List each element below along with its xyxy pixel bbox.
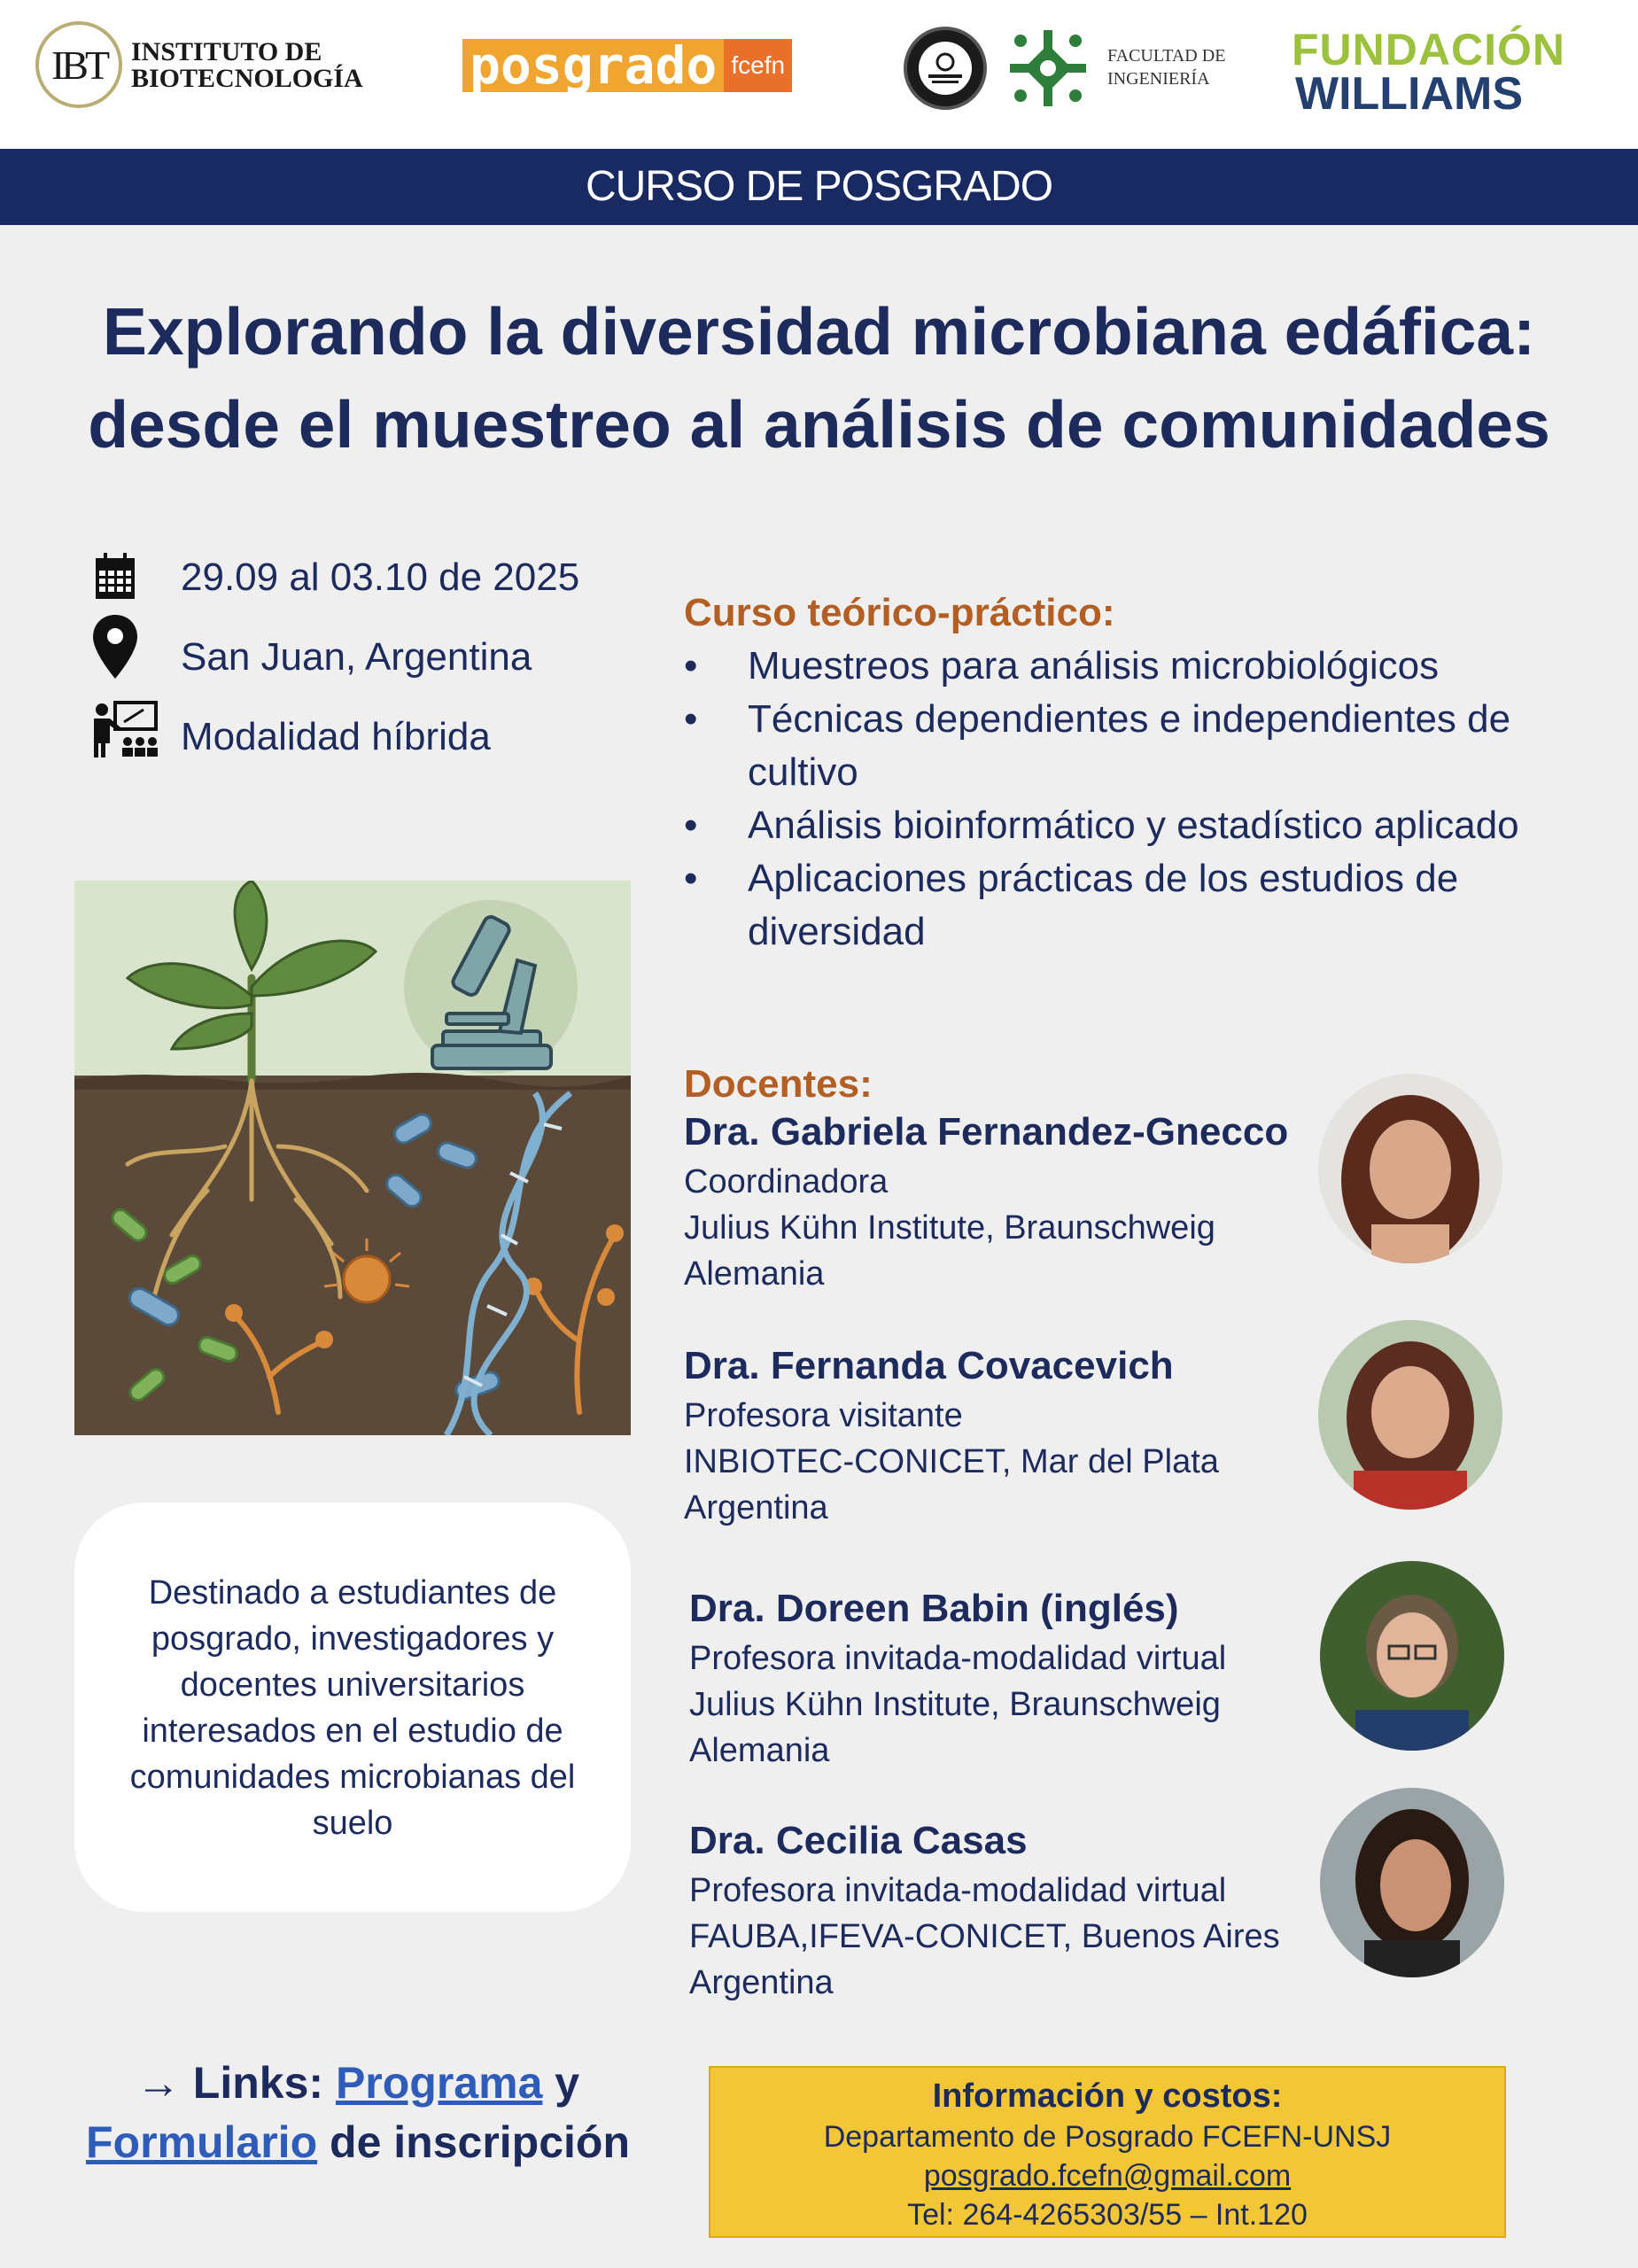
practical-item	[684, 693, 1588, 799]
location-row	[89, 620, 142, 673]
bullet-marker: •	[684, 804, 698, 847]
ibt-logo-text	[131, 39, 363, 92]
modality-text: Modalidad híbrida	[181, 715, 491, 758]
teacher-institution: Julius Kühn Institute, Braunschweig	[689, 1686, 1221, 1723]
course-title	[53, 285, 1585, 471]
practical-item-text: Muestreos para análisis microbiológicos	[748, 644, 1440, 687]
teacher-photo	[1320, 1788, 1504, 1977]
teacher-photo	[1318, 1074, 1502, 1263]
practical-item-text: Análisis bioinformático y estadístico aplicado	[748, 804, 1519, 847]
bullet-marker: •	[684, 644, 698, 687]
practical-item	[684, 799, 1588, 852]
teacher-role: Profesora invitada-modalidad virtual	[689, 1640, 1227, 1677]
practical-item	[684, 640, 1588, 693]
date-row	[89, 551, 142, 604]
teacher-institution: INBIOTEC-CONICET, Mar del Plata	[684, 1443, 1219, 1480]
teacher-card	[689, 1814, 1327, 2006]
docentes-heading: Docentes:	[684, 1062, 873, 1106]
course-title-line2: desde el muestreo al análisis de comunidades	[88, 387, 1550, 462]
ingenieria-logo-icon	[1005, 25, 1091, 112]
teacher-role: Profesora invitada-modalidad virtual	[689, 1872, 1227, 1909]
teacher-country: Argentina	[684, 1489, 828, 1526]
teacher-name: Dra. Gabriela Fernandez-Gnecco	[684, 1110, 1289, 1153]
teacher-role: Profesora visitante	[684, 1397, 963, 1434]
teacher-name: Dra. Doreen Babin (inglés)	[689, 1587, 1179, 1630]
ibt-line1: INSTITUTO DE	[131, 37, 322, 66]
fi-line2: INGENIERÍA	[1107, 69, 1210, 89]
arrow-right-icon: →	[136, 2058, 181, 2108]
info-costs-box	[709, 2066, 1506, 2238]
practical-item-text: Técnicas dependientes e independientes de cultivo	[748, 697, 1511, 794]
unsj-seal-icon	[904, 27, 987, 110]
ibt-logo-icon: IBT	[35, 21, 122, 108]
teacher-class-icon	[89, 701, 159, 759]
programa-link[interactable]: Programa	[335, 2058, 543, 2108]
bullet-marker: •	[684, 857, 698, 900]
posgrado-logo-sub: fcefn	[724, 39, 792, 92]
posgrado-logo	[462, 35, 792, 96]
teacher-card	[689, 1582, 1327, 1774]
info-department: Departamento de Posgrado FCEFN-UNSJ	[823, 2120, 1392, 2154]
practical-heading: Curso teórico-práctico:	[684, 591, 1115, 634]
links-section	[74, 2054, 641, 2172]
links-suffix: de inscripción	[330, 2117, 630, 2167]
banner-title: CURSO DE POSGRADO	[585, 163, 1053, 210]
bullet-marker: •	[684, 697, 698, 741]
info-phone: Tel: 264-4265303/55 – Int.120	[907, 2198, 1308, 2232]
teacher-name: Dra. Fernanda Covacevich	[684, 1344, 1174, 1387]
ingenieria-logo-text	[1107, 44, 1225, 90]
teacher-role: Coordinadora	[684, 1163, 889, 1200]
audience-text: Destinado a estudiantes de posgrado, investigadores y docentes universitarios interesados en el estudio de comunidades microbianas del suelo	[129, 1574, 576, 1842]
fundacion-logo-line1: FUNDACIÓN	[1292, 25, 1565, 74]
links-connector: y	[555, 2058, 580, 2108]
teacher-card	[684, 1106, 1322, 1297]
fi-line1: FACULTAD DE	[1107, 46, 1226, 66]
fundacion-logo-line2: WILLIAMS	[1295, 68, 1524, 120]
info-email-link[interactable]: posgrado.fcefn@gmail.com	[923, 2159, 1292, 2193]
info-heading: Información y costos:	[932, 2078, 1283, 2115]
ibt-line2: BIOTECNOLOGÍA	[131, 64, 363, 93]
links-prefix: Links:	[192, 2058, 324, 2108]
teacher-country: Argentina	[689, 1964, 834, 2001]
teacher-country: Alemania	[689, 1732, 830, 1769]
location-pin-icon	[89, 613, 142, 680]
calendar-icon	[89, 551, 142, 604]
practical-list	[684, 640, 1588, 959]
practical-item	[684, 852, 1588, 959]
date-text: 29.09 al 03.10 de 2025	[181, 555, 580, 599]
teacher-institution: FAUBA,IFEVA-CONICET, Buenos Aires	[689, 1918, 1280, 1955]
teacher-card	[684, 1340, 1322, 1531]
teacher-photo	[1318, 1320, 1502, 1510]
posgrado-logo-main: posgrado	[462, 39, 724, 92]
teacher-country: Alemania	[684, 1255, 825, 1293]
formulario-link[interactable]: Formulario	[85, 2117, 318, 2167]
teacher-institution: Julius Kühn Institute, Braunschweig	[684, 1209, 1215, 1247]
teacher-name: Dra. Cecilia Casas	[689, 1819, 1028, 1862]
teacher-photo	[1320, 1561, 1504, 1751]
practical-item-text: Aplicaciones prácticas de los estudios de diversidad	[748, 857, 1459, 953]
soil-microbiology-illustration	[74, 881, 631, 1435]
course-title-line1: Explorando la diversidad microbiana edáfica:	[102, 294, 1536, 369]
modality-row	[89, 703, 159, 757]
location-text: San Juan, Argentina	[181, 635, 532, 679]
